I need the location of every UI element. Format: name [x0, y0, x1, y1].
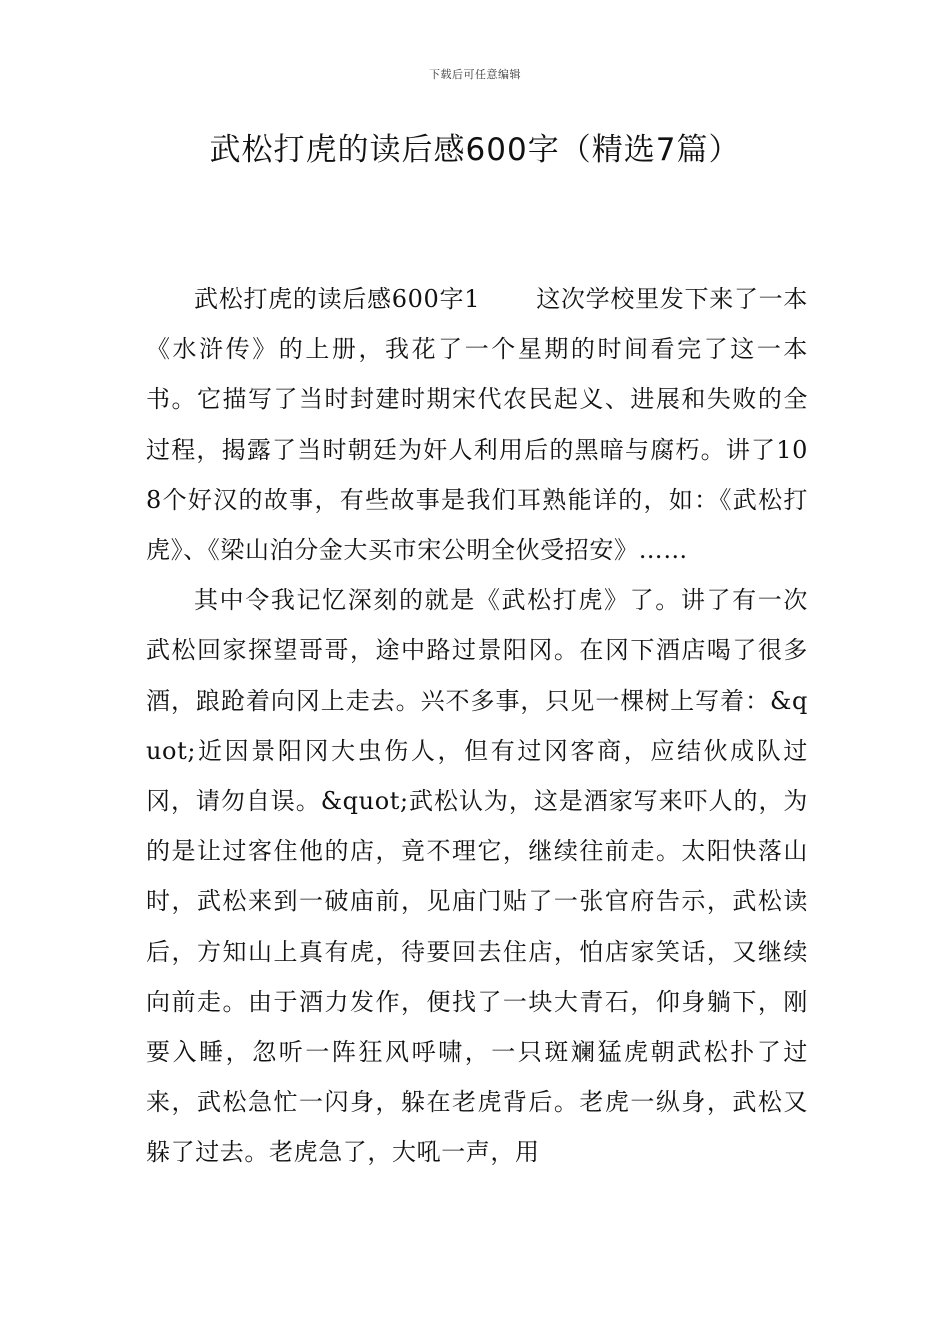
- paragraph-1-text: 这次学校里发下来了一本《水浒传》的上册，我花了一个星期的时间看完了这一本书。它描写了当时封建时期宋代农民起义、进展和失败的全过程，揭露了当时朝廷为奸人利用后的黑暗与腐朽。讲了108个好汉的故事，有些故事是我们耳熟能详的，如：《武松打虎》、《梁山泊分金大买市宋公明全伙受招安》……: [146, 285, 808, 565]
- page-title: 武松打虎的读后感600字（精选7篇）: [209, 132, 741, 168]
- header-note: 下载后可任意编辑: [429, 68, 521, 81]
- section-heading: 武松打虎的读后感600字1: [194, 285, 481, 313]
- paragraph-1: [146, 274, 808, 575]
- document-body: [146, 274, 808, 1178]
- paragraph-2: 其中令我记忆深刻的就是《武松打虎》了。讲了有一次武松回家探望哥哥，途中路过景阳冈。在冈下酒店喝了很多酒，踉跄着向冈上走去。兴不多事，只见一棵树上写着：&quot;近因景阳冈大虫伤人，但有过冈客商，应结伙成队过冈，请勿自误。&quot;武松认为，这是酒家写来吓人的，为的是让过客住他的店，竟不理它，继续往前走。太阳快落山时，武松来到一破庙前，见庙门贴了一张官府告示，武松读后，方知山上真有虎，待要回去住店，怕店家笑话，又继续向前走。由于酒力发作，便找了一块大青石，仰身躺下，刚要入睡，忽听一阵狂风呼啸，一只斑斓猛虎朝武松扑了过来，武松急忙一闪身，躲在老虎背后。老虎一纵身，武松又躲了过去。老虎急了，大吼一声，用: [146, 586, 808, 1167]
